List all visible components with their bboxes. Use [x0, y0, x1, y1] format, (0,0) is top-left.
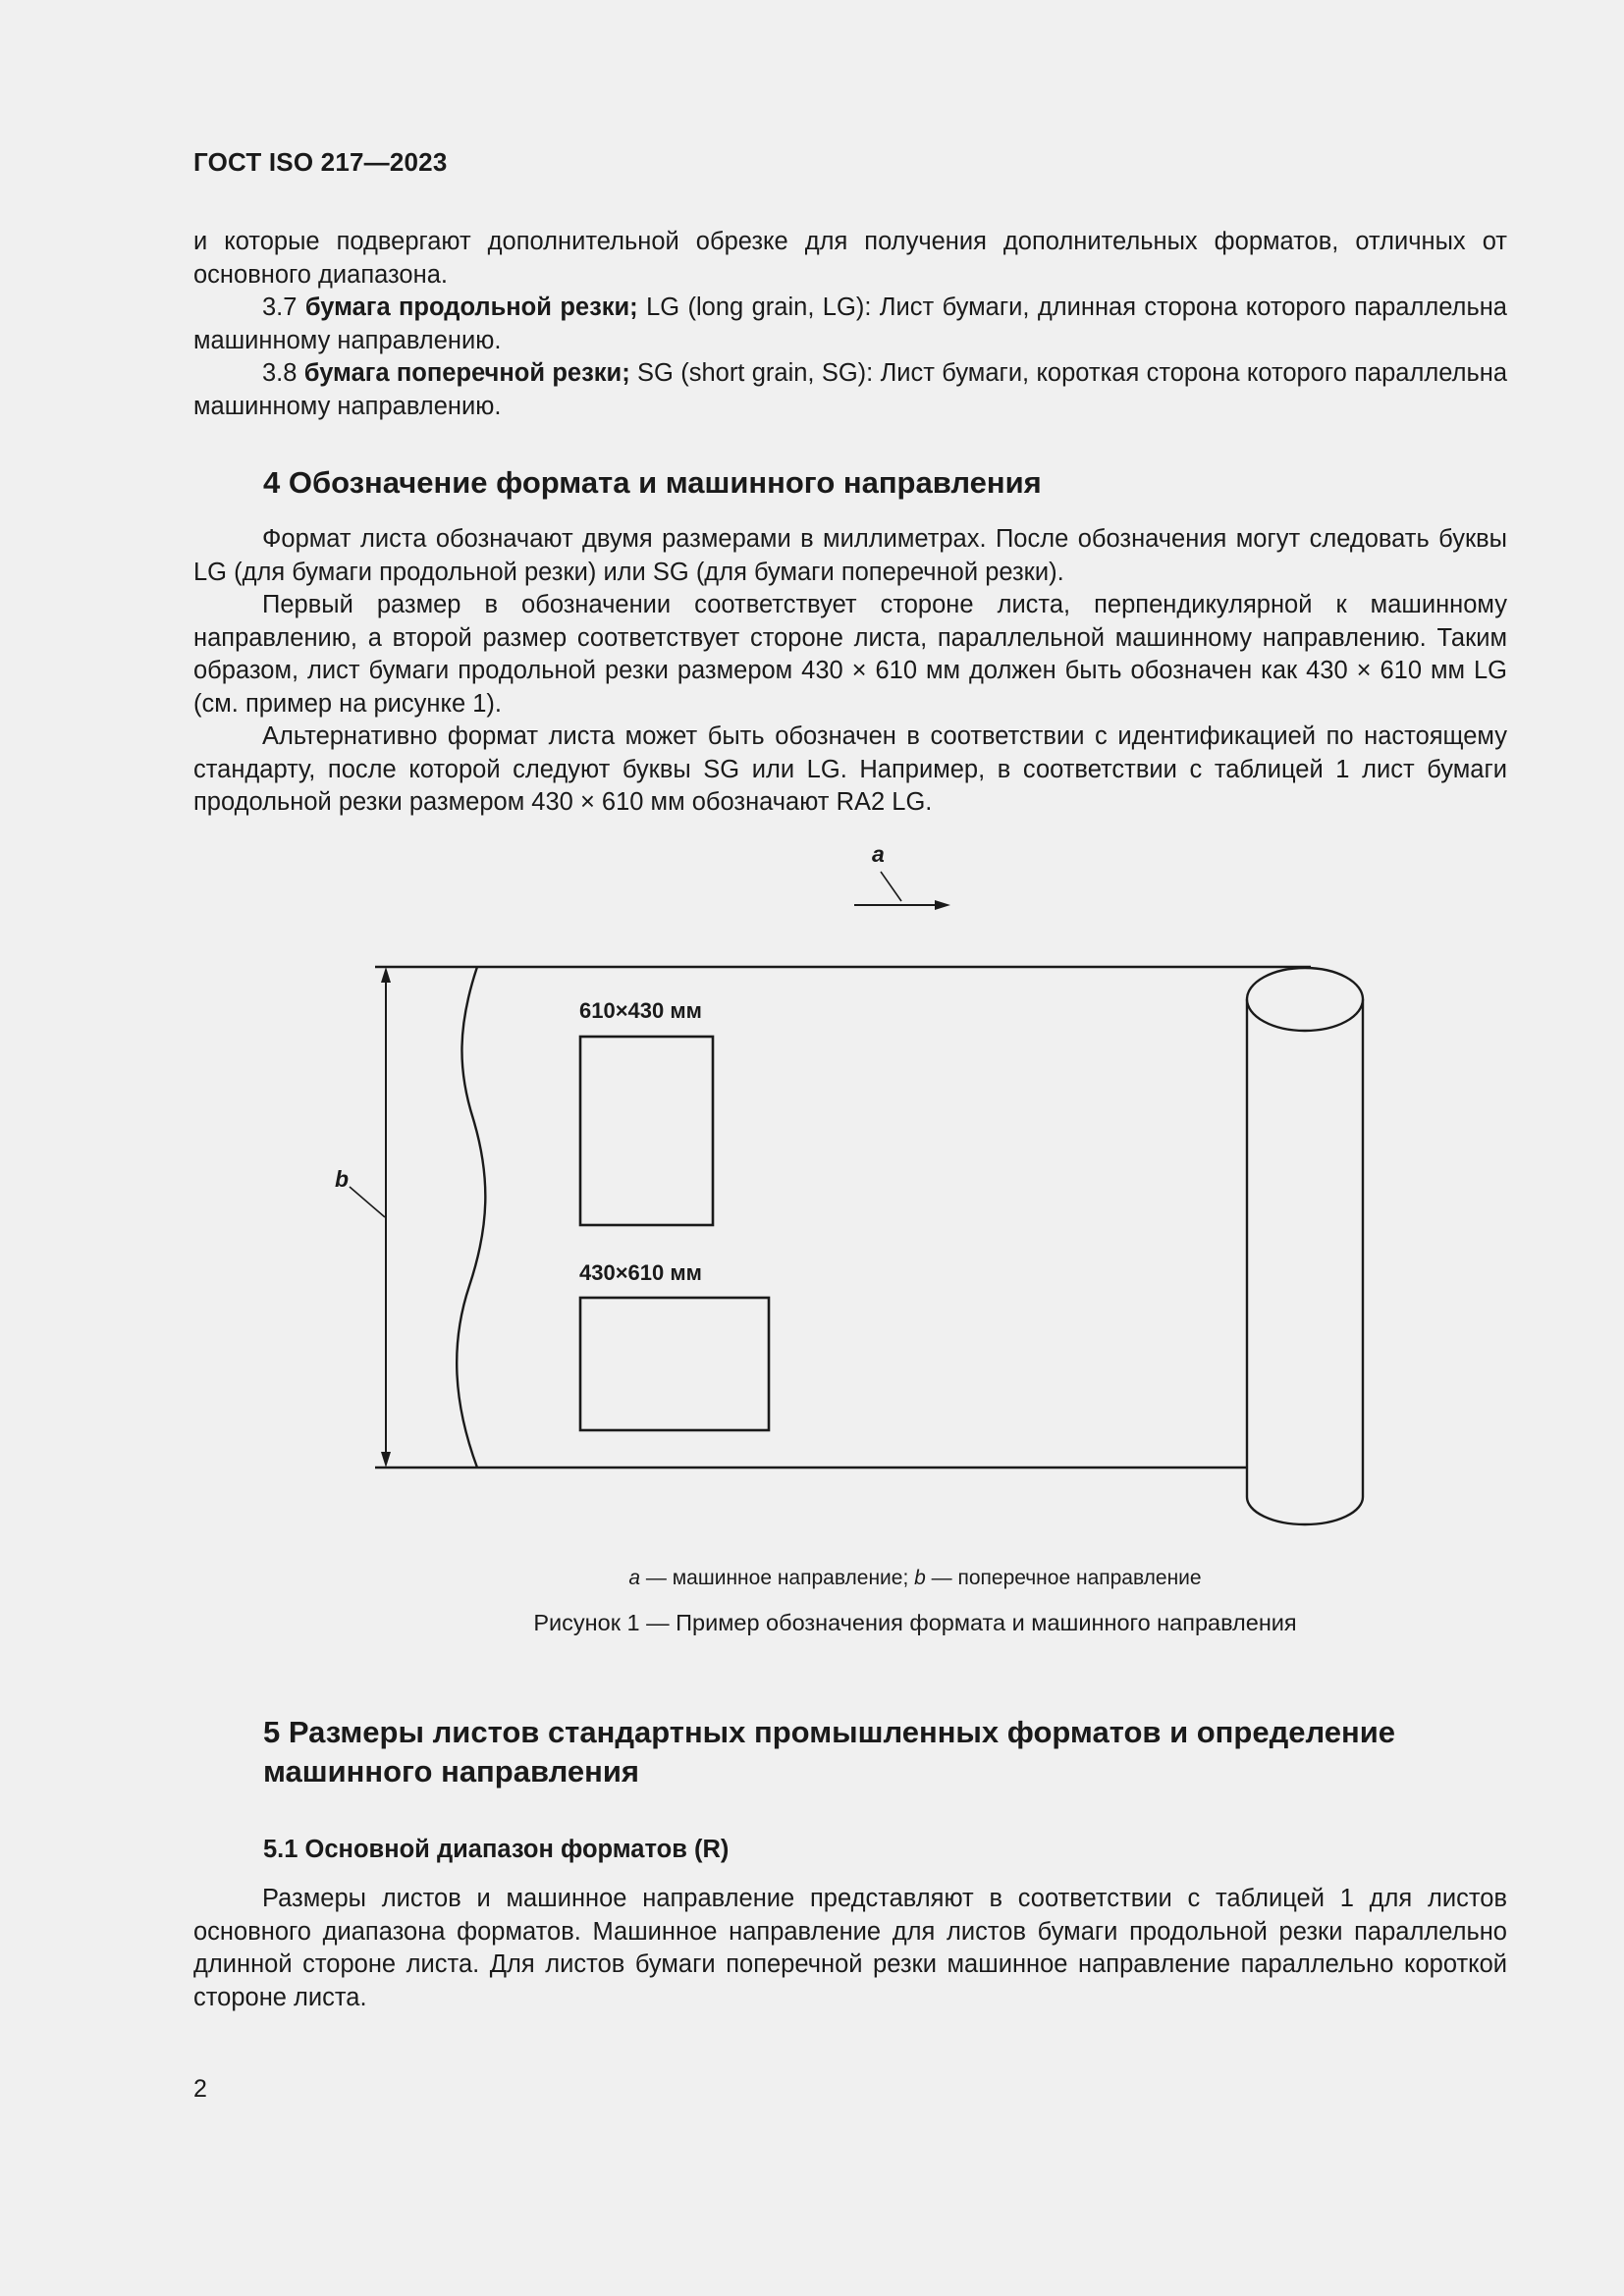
definition-text: LG (long grain, LG): Лист бумаги, длинная сторона которого параллельна машинному направлению. — [193, 294, 1507, 354]
page-number: 2 — [193, 2075, 207, 2103]
section-5-heading: 5 Размеры листов стандартных промышленных форматов и определение машинного направления — [263, 1715, 1396, 1789]
legend-key-a: a — [628, 1567, 641, 1589]
web-cut-edge — [457, 967, 485, 1468]
definition-term: бумага поперечной резки; — [303, 359, 630, 387]
figure-caption: Рисунок 1 — Пример обозначения формата и машинного направления — [533, 1610, 1297, 1635]
label-b-leader — [350, 1187, 385, 1217]
definition-number: 3.8 — [262, 359, 304, 387]
figure-legend — [0, 1567, 1624, 1590]
section-4-heading: 4 Обозначение формата и машинного направления — [263, 465, 1042, 500]
intro-text — [193, 226, 1507, 423]
definition-3-8 — [193, 357, 1507, 423]
definition-number: 3.7 — [262, 294, 305, 321]
dimension-arrow-bottom — [381, 1452, 391, 1468]
document-header: ГОСТ ISO 217—2023 — [193, 147, 448, 177]
label-a-leader — [881, 872, 901, 901]
sheet-2-label: 430×610 мм — [579, 1260, 702, 1285]
section-4-text — [193, 523, 1507, 820]
sheet-430x610 — [580, 1298, 769, 1430]
section-5-1-heading: 5.1 Основной диапазон форматов (R) — [263, 1836, 730, 1863]
label-a: a — [872, 841, 885, 867]
definition-text: SG (short grain, SG): Лист бумаги, короткая сторона которого параллельна машинному направлению. — [193, 359, 1508, 420]
paper-roll-end — [1247, 968, 1363, 1031]
legend-text-a: — машинное направление; — [640, 1567, 915, 1589]
section-5-1-paragraph: Размеры листов и машинное направление представляют в соответствии с таблицей 1 для листов основного диапазона форматов. Машинное направление для листов бумаги продольной резки параллельно длинной стороне листа. Для листов бумаги поперечной резки машинное направление параллельно короткой стороне листа. — [193, 1885, 1507, 2011]
figure-1-diagram — [0, 834, 1624, 1551]
section-4-paragraph-1: Формат листа обозначают двумя размерами в миллиметрах. После обозначения могут следовать буквы LG (для бумаги продольной резки) или SG (для бумаги поперечной резки). — [193, 525, 1507, 586]
intro-paragraph: и которые подвергают дополнительной обрезке для получения дополнительных форматов, отличных от основного диапазона. — [193, 228, 1507, 289]
definition-term: бумага продольной резки; — [304, 294, 638, 321]
sheet-1-label: 610×430 мм — [579, 998, 702, 1023]
legend-text-b: — поперечное направление — [925, 1567, 1202, 1589]
paper-roll-body — [1247, 999, 1363, 1524]
definition-3-7 — [193, 292, 1507, 357]
section-5-1-text — [193, 1883, 1507, 2014]
section-4-paragraph-2: Первый размер в обозначении соответствует стороне листа, перпендикулярной к машинному направлению, а второй размер соответствует стороне листа, параллельной машинному направлению. Таким образом, лист бумаги продольной резки размером 430 × 610 мм должен быть обозначен как 430 × 610 мм LG (см. пример на рисунке 1). — [193, 591, 1507, 718]
sheet-610x430 — [580, 1037, 713, 1225]
label-b: b — [335, 1166, 350, 1192]
arrow-head — [935, 900, 950, 910]
legend-key-b: b — [914, 1567, 926, 1589]
dimension-arrow-top — [381, 967, 391, 983]
section-4-paragraph-3: Альтернативно формат листа может быть обозначен в соответствии с идентификацией по настоящему стандарту, после которой следуют буквы SG или LG. Например, в соответствии с таблицей 1 лист бумаги продольной резки размером 430 × 610 мм обозначают RA2 LG. — [193, 722, 1507, 816]
